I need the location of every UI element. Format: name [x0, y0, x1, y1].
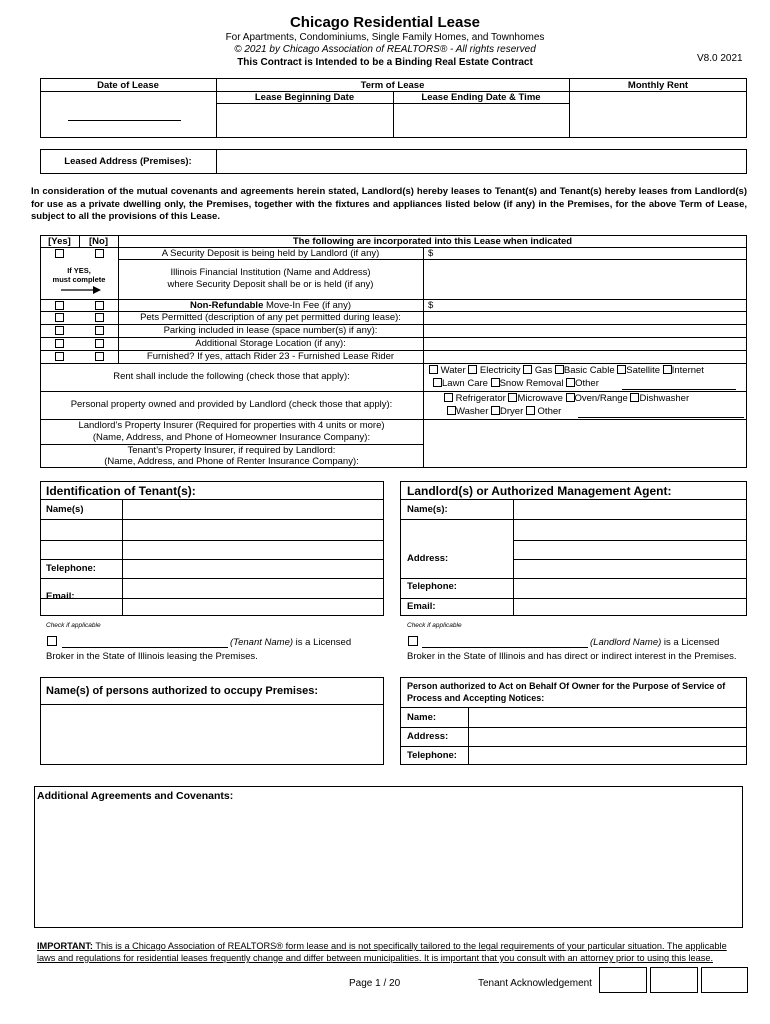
tenant-insurer-line2: (Name, Address, and Phone of Renter Insurance Company): — [104, 456, 359, 467]
pets-no-checkbox[interactable] — [95, 313, 104, 322]
tenant-section-heading: Identification of Tenant(s): — [46, 484, 196, 498]
version-label: V8.0 2021 — [697, 53, 743, 64]
must-complete-label: must complete — [52, 275, 106, 284]
if-yes-label: If YES, — [67, 266, 91, 275]
landlord-address-field-1[interactable] — [515, 521, 746, 539]
appliances-row-1: Refrigerator Microwave Oven/Range Dishwasher — [444, 393, 689, 404]
copyright-line: © 2021 by Chicago Association of REALTORS® - All rights reserved — [234, 44, 536, 55]
page-number: Page 1 / 20 — [349, 978, 401, 989]
tenant-email-field-1[interactable] — [124, 580, 383, 597]
service-agent-name-label: Name: — [407, 712, 437, 723]
additional-agreements-heading: Additional Agreements and Covenants: — [37, 790, 234, 802]
landlord-names-label: Name(s): — [407, 504, 448, 515]
security-deposit-label: A Security Deposit is being held by Landlord (if any) — [161, 248, 380, 259]
lawn-care-checkbox[interactable] — [433, 378, 442, 387]
additional-agreements-field[interactable] — [36, 806, 741, 926]
security-deposit-dollar: $ — [428, 248, 434, 259]
service-agent-telephone-field[interactable] — [470, 748, 746, 764]
internet-checkbox[interactable] — [663, 365, 672, 374]
service-agent-address-field[interactable] — [470, 729, 746, 745]
furnished-yes-checkbox[interactable] — [55, 352, 64, 361]
rent-include-label: Rent shall include the following (check those that apply): — [113, 371, 350, 382]
parking-no-checkbox[interactable] — [95, 326, 104, 335]
tenant-telephone-field[interactable] — [124, 561, 383, 577]
tenant-broker-checkbox[interactable] — [47, 636, 57, 646]
landlord-insurer-field[interactable] — [425, 421, 745, 443]
leased-address-field[interactable] — [218, 151, 746, 172]
basic-cable-checkbox[interactable] — [555, 365, 564, 374]
occupants-field[interactable] — [42, 706, 383, 764]
dryer-checkbox[interactable] — [491, 406, 500, 415]
tenant-acknowledgement-label: Tenant Acknowledgement — [478, 978, 592, 989]
tenant-check-if-applicable: Check if applicable — [46, 622, 101, 629]
landlord-telephone-label: Telephone: — [407, 581, 457, 592]
binding-notice: This Contract is Intended to be a Binding Real Estate Contract — [237, 57, 533, 68]
yes-column-header: [Yes] — [48, 236, 71, 247]
storage-label: Additional Storage Location (if any): — [195, 338, 346, 349]
utilities-row-2: Lawn Care Snow Removal Other — [433, 378, 599, 389]
date-of-lease-field[interactable] — [68, 120, 181, 121]
tenant-name-field-3[interactable] — [124, 542, 383, 558]
tenant-names-label: Name(s) — [46, 504, 84, 515]
institution-label-line2: where Security Deposit shall be or is held (if any) — [167, 279, 374, 290]
institution-label-line1: Illinois Financial Institution (Name and Address) — [170, 267, 371, 278]
washer-checkbox[interactable] — [447, 406, 456, 415]
landlord-email-label: Email: — [407, 601, 436, 612]
initials-box-1[interactable] — [599, 967, 647, 993]
landlord-insurer-line1: Landlord’s Property Insurer (Required for properties with 4 units or more) — [78, 420, 385, 431]
pets-yes-checkbox[interactable] — [55, 313, 64, 322]
storage-yes-checkbox[interactable] — [55, 339, 64, 348]
lease-beginning-field[interactable] — [218, 104, 392, 137]
lease-ending-field[interactable] — [395, 104, 568, 137]
refrigerator-checkbox[interactable] — [444, 393, 453, 402]
features-heading: The following are incorporated into this Lease when indicated — [292, 236, 573, 247]
service-agent-heading-line2: Process and Accepting Notices: — [407, 693, 545, 703]
arrow-right-icon — [60, 285, 102, 295]
tenant-name-field-2[interactable] — [124, 521, 383, 539]
important-notice-line1: IMPORTANT: This is a Chicago Association of REALTORS® form lease and is not specifically tailored to the legal requirements of your particular situation. The applicable — [37, 941, 727, 951]
oven-range-checkbox[interactable] — [566, 393, 575, 402]
service-agent-telephone-label: Telephone: — [407, 750, 457, 761]
landlord-email-field[interactable] — [515, 600, 746, 615]
landlord-broker-line1: (Landlord Name) is a Licensed — [590, 637, 720, 648]
landlord-broker-name-field[interactable] — [422, 647, 588, 648]
important-notice-line2: laws and regulations for residential leases frequently change and differ between municipalities. It is important that you consult with an attorney prior to using this lease. — [37, 953, 713, 963]
monthly-rent-field[interactable] — [571, 93, 746, 137]
service-agent-name-field[interactable] — [470, 709, 746, 726]
document-subtitle: For Apartments, Condominiums, Single Family Homes, and Townhomes — [225, 32, 545, 43]
landlord-section-heading: Landlord(s) or Authorized Management Agent: — [407, 484, 672, 498]
service-agent-heading-line1: Person authorized to Act on Behalf Of Owner for the Purpose of Service of — [407, 681, 726, 691]
utilities-other-checkbox[interactable] — [566, 378, 575, 387]
tenant-insurer-line1: Tenant’s Property Insurer, if required by Landlord: — [127, 445, 336, 456]
term-of-lease-header: Term of Lease — [360, 80, 425, 91]
parking-label: Parking included in lease (space number(s) if any): — [163, 325, 378, 336]
parking-yes-checkbox[interactable] — [55, 326, 64, 335]
utilities-row-1: Water Electricity Gas Basic Cable Satellite Internet — [429, 365, 704, 376]
document-title: Chicago Residential Lease — [289, 14, 481, 31]
landlord-check-if-applicable: Check if applicable — [407, 622, 462, 629]
appliances-other-field[interactable] — [578, 417, 744, 418]
storage-no-checkbox[interactable] — [95, 339, 104, 348]
landlord-broker-checkbox[interactable] — [408, 636, 418, 646]
leased-address-label: Leased Address (Premises): — [64, 156, 192, 167]
appliances-other-checkbox[interactable] — [526, 406, 535, 415]
lease-ending-header: Lease Ending Date & Time — [421, 92, 541, 103]
consideration-paragraph: In consideration of the mutual covenants and agreements herein stated, Landlord(s) hereby leases to Tenant(s) and Tenant(s) hereby leases from Landlord(s) for use as a private dwelling only, the Premises, together with the fixtures and appliances listed below (if any) in the Premises, for the above Term of Lease, subject to all the provisions of this Lease. — [31, 186, 747, 222]
personal-property-label: Personal property owned and provided by Landlord (check those that apply): — [70, 399, 393, 410]
initials-box-2[interactable] — [650, 967, 698, 993]
landlord-address-field-3[interactable] — [515, 561, 746, 577]
tenant-name-field-1[interactable] — [124, 501, 383, 518]
occupants-heading: Name(s) of persons authorized to occupy Premises: — [46, 685, 319, 697]
security-deposit-yes-checkbox[interactable] — [55, 249, 64, 258]
furnished-no-checkbox[interactable] — [95, 352, 104, 361]
water-checkbox[interactable] — [429, 365, 438, 374]
landlord-address-field-2[interactable] — [515, 542, 746, 558]
service-agent-address-label: Address: — [407, 731, 449, 742]
monthly-rent-header: Monthly Rent — [627, 80, 689, 91]
landlord-broker-line2: Broker in the State of Illinois and has direct or indirect interest in the Premises. — [407, 651, 737, 662]
landlord-name-field[interactable] — [515, 501, 746, 518]
move-in-fee-yes-checkbox[interactable] — [55, 301, 64, 310]
satellite-checkbox[interactable] — [617, 365, 626, 374]
gas-checkbox[interactable] — [523, 365, 532, 374]
no-column-header: [No] — [89, 236, 108, 247]
tenant-email-label: Email: — [46, 591, 75, 602]
institution-field[interactable] — [425, 261, 745, 298]
snow-removal-checkbox[interactable] — [491, 378, 500, 387]
landlord-address-label: Address: — [407, 553, 449, 564]
lease-beginning-header: Lease Beginning Date — [254, 92, 355, 103]
tenant-broker-line2: Broker in the State of Illinois leasing the Premises. — [46, 651, 258, 662]
tenant-broker-line1: (Tenant Name) is a Licensed — [230, 637, 352, 648]
tenant-broker-name-field[interactable] — [62, 647, 228, 648]
landlord-telephone-field[interactable] — [515, 580, 746, 597]
appliances-row-2: Washer Dryer Other — [447, 406, 561, 417]
move-in-fee-no-checkbox[interactable] — [95, 301, 104, 310]
tenant-email-field-2[interactable] — [124, 600, 383, 615]
tenant-insurer-field[interactable] — [425, 446, 745, 467]
security-deposit-no-checkbox[interactable] — [95, 249, 104, 258]
landlord-insurer-line2: (Name, Address, and Phone of Homeowner Insurance Company): — [92, 432, 371, 443]
furnished-label: Furnished? If yes, attach Rider 23 - Furnished Lease Rider — [146, 351, 395, 362]
pets-label: Pets Permitted (description of any pet permitted during lease): — [140, 312, 401, 323]
move-in-fee-label: Non-Refundable Move-In Fee (if any) — [190, 300, 351, 311]
electricity-checkbox[interactable] — [468, 365, 477, 374]
utilities-other-field[interactable] — [622, 389, 736, 390]
date-of-lease-header: Date of Lease — [97, 80, 159, 91]
tenant-telephone-label: Telephone: — [46, 563, 96, 574]
move-in-fee-dollar: $ — [428, 300, 434, 311]
initials-box-3[interactable] — [701, 967, 748, 993]
